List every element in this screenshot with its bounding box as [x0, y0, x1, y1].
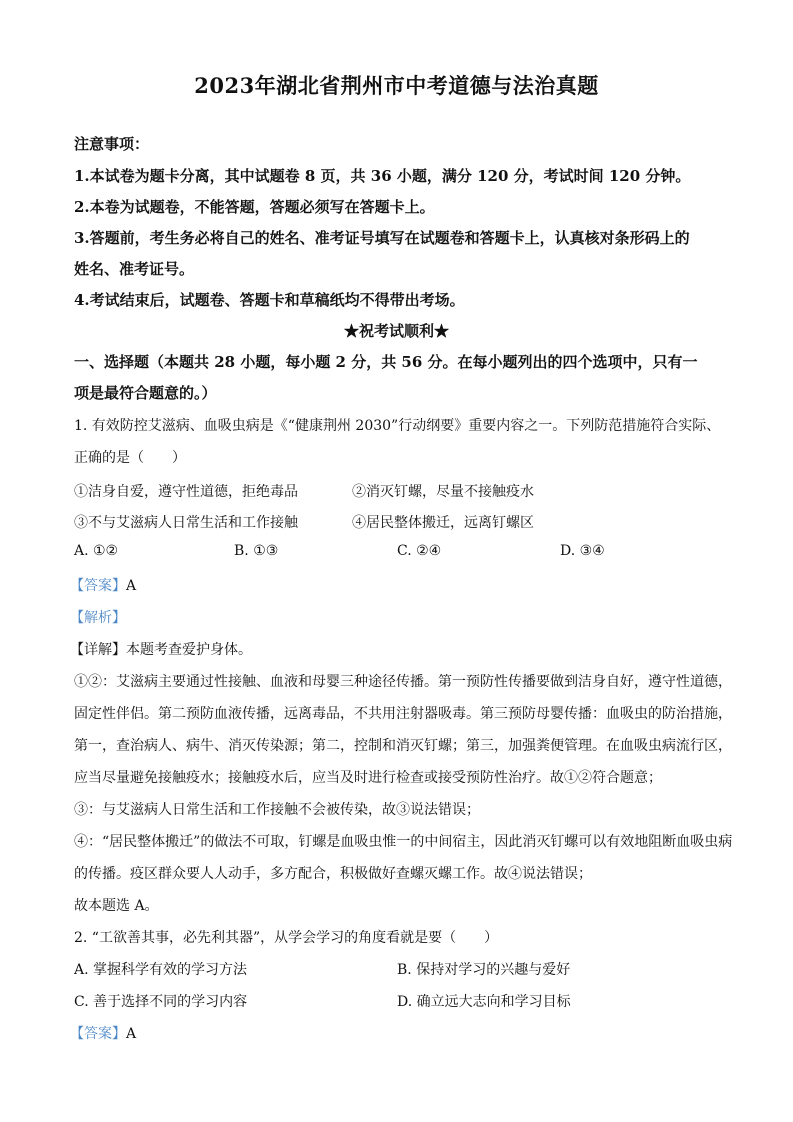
detail-intro: 本题考查爱护身体。: [126, 642, 252, 658]
analysis-label: 【解析】: [70, 610, 126, 626]
q1-option-a: A. ①②: [74, 543, 119, 559]
q1-statement-4: ④居民整体搬迁，远离钉螺区: [352, 515, 534, 531]
q1-option-b: B. ①③: [234, 543, 279, 559]
q1-explanation-line7: 的传播。疫区群众要人人动手，多方配合，积极做好查螺灭螺工作。故④说法错误；: [74, 866, 592, 882]
notice-heading: 注意事项：: [74, 135, 150, 153]
q1-detail: [70, 639, 252, 659]
q2-answer: [70, 1023, 136, 1043]
q1-explanation-line1: ①②：艾滋病主要通过性接触、血液和母婴三种途径传播。第一预防性传播要做到洁身自好，遵守性道德，: [74, 674, 732, 690]
q1-answer: [70, 575, 136, 595]
q2-option-a: A. 掌握科学有效的学习方法: [74, 962, 248, 978]
q1-explanation-line6: ④：“居民整体搬迁”的做法不可取，钉螺是血吸虫惟一的中间宿主，因此消灭钉螺可以有效地阻断血吸虫病: [74, 834, 733, 850]
q2-stem: 2. “工欲善其事，必先利其器”，从学会学习的角度看就是要（ ）: [74, 930, 499, 946]
q1-explanation-line4: 应当尽量避免接触疫水；接触疫水后，应当及时进行检查或接受预防性治疗。故①②符合题意；: [74, 770, 662, 786]
q2-option-d: D. 确立远大志向和学习目标: [397, 994, 571, 1010]
notice-item-3: 3.答题前，考生务必将自己的姓名、准考证号填写在试题卷和答题卡上，认真核对条形码上的: [74, 229, 690, 247]
q1-explanation-line2: 固定性伴侣。第二预防血液传播，远离毒品，不共用注射器吸毒。第三预防母婴传播：血吸虫的防治措施，: [74, 706, 732, 722]
answer-label: 【答案】: [70, 1026, 126, 1042]
detail-label: 【详解】: [70, 642, 126, 658]
q1-explanation-line8: 故本题选 A。: [74, 898, 159, 914]
q1-option-c: C. ②④: [397, 543, 442, 559]
notice-item-3-cont: 姓名、准考证号。: [74, 260, 195, 278]
answer-value: A: [126, 1026, 137, 1042]
q1-statement-2: ②消灭钉螺，尽量不接触疫水: [352, 484, 534, 500]
q1-stem-line1: 1. 有效防控艾滋病、血吸虫病是《“健康荆州 2030”行动纲要》重要内容之一。下列防范措施符合实际、: [74, 418, 721, 434]
answer-value: A: [126, 578, 137, 594]
q2-option-c: C. 善于选择不同的学习内容: [74, 994, 248, 1010]
q1-stem-line2: 正确的是（ ）: [74, 450, 186, 466]
section-heading-line2: 项是最符合题意的。）: [74, 384, 217, 402]
q1-explanation-line5: ③：与艾滋病人日常生活和工作接触不会被传染，故③说法错误；: [74, 802, 480, 818]
section-heading-line1: 一、选择题（本题共 28 小题，每小题 2 分，共 56 分。在每小题列出的四个选项中，只有一: [74, 353, 698, 371]
q1-option-d: D. ③④: [560, 543, 605, 559]
q2-option-b: B. 保持对学习的兴趣与爱好: [397, 962, 571, 978]
good-luck-wish: ★祝考试顺利★: [343, 322, 449, 340]
notice-item-2: 2.本卷为试题卷，不能答题，答题必须写在答题卡上。: [74, 198, 435, 216]
answer-label: 【答案】: [70, 578, 126, 594]
q1-statement-3: ③不与艾滋病人日常生活和工作接触: [74, 515, 298, 531]
q1-statement-1: ①洁身自爱，遵守性道德，拒绝毒品: [74, 484, 298, 500]
notice-item-4: 4.考试结束后，试题卷、答题卡和草稿纸均不得带出考场。: [74, 291, 465, 309]
q1-explanation-line3: 第一，查治病人、病牛、消灭传染源；第二，控制和消灭钉螺；第三，加强粪便管理。在血吸虫病流行区，: [74, 738, 732, 754]
page-title: 2023年湖北省荆州市中考道德与法治真题: [194, 73, 599, 98]
q1-analysis: [70, 607, 126, 627]
notice-item-1: 1.本试卷为题卡分离，其中试题卷 8 页，共 36 小题，满分 120 分，考试时间 120 分钟。: [74, 167, 691, 185]
